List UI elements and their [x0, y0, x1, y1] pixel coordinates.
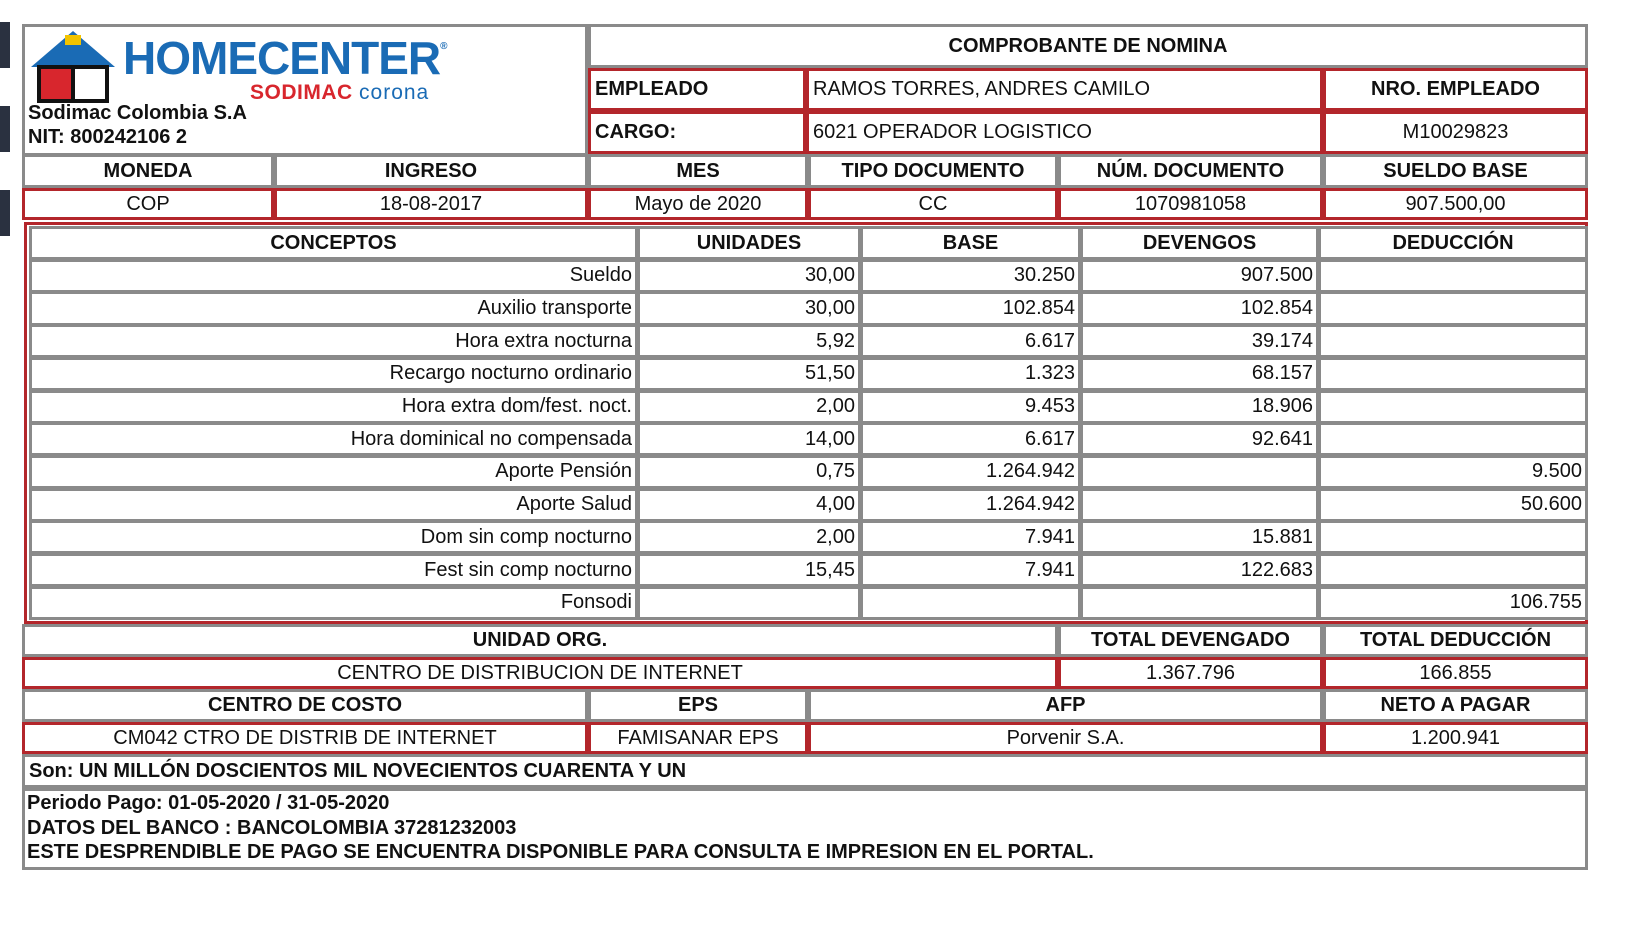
earnings-cell: 907.500 [1080, 259, 1319, 293]
base-salary-value: 907.500,00 [1323, 188, 1588, 220]
column-header-base: BASE [860, 226, 1081, 260]
total-earned-value: 1.367.796 [1058, 657, 1323, 689]
base-cell: 102.854 [860, 291, 1081, 325]
net-pay-value: 1.200.941 [1323, 722, 1588, 754]
concept-cell: Hora extra dom/fest. noct. [29, 390, 638, 424]
concept-cell: Dom sin comp nocturno [29, 520, 638, 554]
units-cell: 5,92 [637, 324, 861, 358]
units-cell: 15,45 [637, 553, 861, 587]
earnings-cell [1080, 488, 1319, 522]
earnings-cell [1080, 455, 1319, 489]
bank-details: DATOS DEL BANCO : BANCOLOMBIA 37281232003 [27, 817, 517, 839]
concept-cell: Auxilio transporte [29, 291, 638, 325]
employee-name: RAMOS TORRES, ANDRES CAMILO [806, 68, 1323, 111]
total-earned-label: TOTAL DEVENGADO [1058, 624, 1323, 657]
deduction-cell [1318, 520, 1588, 554]
earnings-cell: 102.854 [1080, 291, 1319, 325]
earnings-cell: 15.881 [1080, 520, 1319, 554]
left-edge-fragment [0, 106, 10, 152]
cost-center-value: CM042 CTRO DE DISTRIB DE INTERNET [22, 722, 588, 754]
units-cell: 30,00 [637, 259, 861, 293]
cost-center-label: CENTRO DE COSTO [22, 689, 588, 722]
base-cell: 7.941 [860, 553, 1081, 587]
org-unit-label: UNIDAD ORG. [22, 624, 1058, 657]
month-value: Mayo de 2020 [588, 188, 808, 220]
concept-cell: Sueldo [29, 259, 638, 293]
document-number-value: 1070981058 [1058, 188, 1323, 220]
currency-value: COP [22, 188, 274, 220]
deduction-cell: 106.755 [1318, 586, 1588, 620]
brand-name: HOMECENTER® [123, 32, 447, 84]
base-cell [860, 586, 1081, 620]
concept-cell: Fonsodi [29, 586, 638, 620]
concept-cell: Hora extra nocturna [29, 324, 638, 358]
base-cell: 6.617 [860, 422, 1081, 456]
homecenter-logo [25, 29, 585, 154]
units-cell: 2,00 [637, 520, 861, 554]
amount-in-words: Son: UN MILLÓN DOSCIENTOS MIL NOVECIENTOS CUARENTA Y UN [22, 754, 1588, 788]
deduction-cell [1318, 390, 1588, 424]
concept-cell: Aporte Pensión [29, 455, 638, 489]
left-edge-fragment [0, 190, 10, 236]
units-cell: 2,00 [637, 390, 861, 424]
units-cell: 30,00 [637, 291, 861, 325]
earnings-cell: 18.906 [1080, 390, 1319, 424]
deduction-cell [1318, 553, 1588, 587]
concept-cell: Fest sin comp nocturno [29, 553, 638, 587]
column-header-deduction: DEDUCCIÓN [1318, 226, 1588, 260]
eps-label: EPS [588, 689, 808, 722]
deduction-cell [1318, 422, 1588, 456]
column-header-earnings: DEVENGOS [1080, 226, 1319, 260]
units-cell: 4,00 [637, 488, 861, 522]
column-header-concept: CONCEPTOS [29, 226, 638, 260]
afp-label: AFP [808, 689, 1323, 722]
deduction-cell [1318, 357, 1588, 391]
deduction-cell [1318, 291, 1588, 325]
earnings-cell [1080, 586, 1319, 620]
earnings-cell: 68.157 [1080, 357, 1319, 391]
units-cell: 0,75 [637, 455, 861, 489]
concept-cell: Aporte Salud [29, 488, 638, 522]
hire-date-label: INGRESO [274, 154, 588, 188]
hire-date-value: 18-08-2017 [274, 188, 588, 220]
total-deduction-value: 166.855 [1323, 657, 1588, 689]
base-cell: 1.264.942 [860, 488, 1081, 522]
portal-notice: ESTE DESPRENDIBLE DE PAGO SE ENCUENTRA DISPONIBLE PARA CONSULTA E IMPRESION EN EL PORTAL. [27, 841, 1094, 863]
net-pay-label: NETO A PAGAR [1323, 689, 1588, 722]
house-icon [27, 29, 119, 105]
employee-label: EMPLEADO [588, 68, 806, 111]
employee-number-value: M10029823 [1323, 111, 1588, 154]
earnings-cell: 122.683 [1080, 553, 1319, 587]
currency-label: MONEDA [22, 154, 274, 188]
pay-period: Periodo Pago: 01-05-2020 / 31-05-2020 [27, 792, 390, 814]
concept-cell: Hora dominical no compensada [29, 422, 638, 456]
units-cell: 14,00 [637, 422, 861, 456]
employee-number-label: NRO. EMPLEADO [1323, 68, 1588, 111]
units-cell: 51,50 [637, 357, 861, 391]
position-value: 6021 OPERADOR LOGISTICO [806, 111, 1323, 154]
left-edge-fragment [0, 22, 10, 68]
month-label: MES [588, 154, 808, 188]
deduction-cell [1318, 324, 1588, 358]
base-cell: 30.250 [860, 259, 1081, 293]
sub-brand: SODIMAC corona [250, 81, 430, 104]
document-number-label: NÚM. DOCUMENTO [1058, 154, 1323, 188]
base-cell: 1.264.942 [860, 455, 1081, 489]
deduction-cell [1318, 259, 1588, 293]
document-type-label: TIPO DOCUMENTO [808, 154, 1058, 188]
position-label: CARGO: [588, 111, 806, 154]
base-salary-label: SUELDO BASE [1323, 154, 1588, 188]
total-deduction-label: TOTAL DEDUCCIÓN [1323, 624, 1588, 657]
company-name: Sodimac Colombia S.A [28, 102, 247, 124]
base-cell: 7.941 [860, 520, 1081, 554]
earnings-cell: 92.641 [1080, 422, 1319, 456]
base-cell: 1.323 [860, 357, 1081, 391]
deduction-cell: 9.500 [1318, 455, 1588, 489]
units-cell [637, 586, 861, 620]
concept-cell: Recargo nocturno ordinario [29, 357, 638, 391]
column-header-units: UNIDADES [637, 226, 861, 260]
afp-value: Porvenir S.A. [808, 722, 1323, 754]
document-title: COMPROBANTE DE NOMINA [588, 24, 1588, 68]
base-cell: 9.453 [860, 390, 1081, 424]
deduction-cell: 50.600 [1318, 488, 1588, 522]
earnings-cell: 39.174 [1080, 324, 1319, 358]
base-cell: 6.617 [860, 324, 1081, 358]
org-unit-value: CENTRO DE DISTRIBUCION DE INTERNET [22, 657, 1058, 689]
company-nit: NIT: 800242106 2 [28, 126, 188, 148]
eps-value: FAMISANAR EPS [588, 722, 808, 754]
document-type-value: CC [808, 188, 1058, 220]
